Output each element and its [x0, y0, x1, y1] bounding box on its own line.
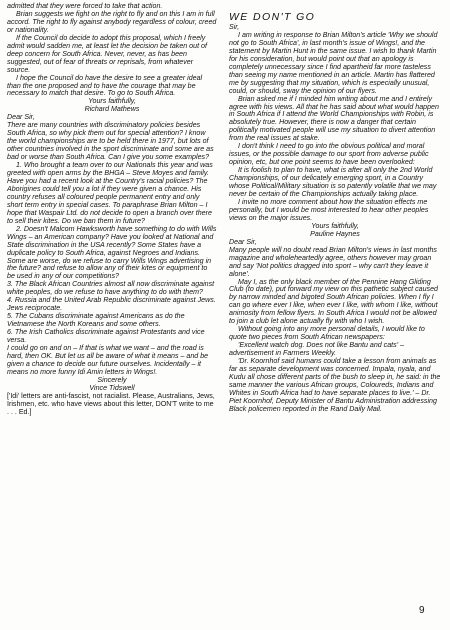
- paragraph: There are many countries with discriminatory policies besides South Africa, so why pick them out for special attention? I know the world championships are to be held there in 1977, but lots of other countries involved in the sport discriminate and some are as bad or worse than South Africa. Can I give you some examples?: [7, 121, 214, 162]
- quotation: 'Dr. Koornhof said humans could take a lesson from animals as far as separate development was concerned. Impala, nyala, and Kudu all chose different parts of the bush to sleep in, he said: in the same manner the various African groups, Coloureds, Indians and Whites in South Africa had to have separate places to live.' – Dr. Piet Koornhof, Deputy Minister of Bantu Administration addressing Black policemen reported in the Rand Daily Mail.: [229, 357, 441, 413]
- letter-closing: Sincerely: [97, 375, 127, 384]
- paragraph: I could go on and on – If that is what we want – and the road is hard, then OK. But let us all be aware of what it means – and be given a chance to decide our future ourselves. Incidentally – it means no more funny Idi Amin letters in Wings!.: [7, 343, 209, 376]
- paragraph: I don't think I need to go into the obvious political and moral issues, or the possible damage to our sport from adverse public opinion, etc, but one point seems to have been overlooked:: [229, 142, 429, 167]
- paragraph: I invite no more comment about how the situation effects me personally, but I would be most interested to hear other peoples views on the major issues.: [229, 197, 429, 222]
- left-column: [7, 3, 217, 417]
- paragraph: If the Council do decide to adopt this proposal, which I freely admit would sadden me, at least let the decision be taken out of deep concern for South Africa. Never, never, as has been suggested, out of fear of threats or reprisals, from whatever source.: [7, 33, 207, 74]
- letter-signature: Richard Mathews: [84, 105, 140, 114]
- quotation: 'Excellent watch dog. Does not like Bantu and cats' – advertisement in Farmers Weekly.: [229, 341, 404, 358]
- paragraph: I am writing in response to Brian Milton's article 'Why we should not go to South Africa', in last month's issue of Wings!, and the statement by Martin Hunt in the same issue. I wish to thank Martin for his consideration, but would point out that an apology is completely unnecessary since I find apartheid far more tasteless than seeing my name mentioned in an article. Martin has flattered me by suggesting that my situation, which is especially unusual, could, or should, sway the opinion of our flyers.: [229, 30, 438, 95]
- letter-closing: Yours faithfully,: [311, 221, 359, 230]
- editor-note: ['Idi' letters are anti-fascist, not racialist. Please, Australians, Jews, Irishmen, etc. who have views about this letter, DON'T write to me . . . Ed.]: [7, 391, 215, 416]
- paragraph: Brian suggests we fight on the right to fly and on this I am in full accord. The right to fly against anybody regardless of colour, creed or nationality.: [7, 9, 217, 34]
- paragraph: I hope the Council do have the desire to see a greater ideal than the one proposed and to have the courage that may be necessary to match that desire. To go to South Africa.: [7, 73, 203, 98]
- numbered-point: 5. The Cubans discriminate against Americans as do the Vietnamese the North Koreans and some others.: [7, 312, 185, 329]
- paragraph: It is foolish to plan to have, what is after all only the 2nd World Championships, of our delicately emerging sport, in a Country whose Political/Military situation is so patently volatile that we may never be certain of the Championships actually taking place.: [229, 166, 437, 199]
- paragraph: Many people will no doubt read Brian Milton's views in last months magazine and wholeheartedly agree, others however may groan and say 'Not politics dragged into sport – why can't they leave it alone'.: [229, 245, 437, 278]
- page-number: 9: [419, 605, 425, 616]
- numbered-point: 4. Russia and the United Arab Republic discriminate against Jews. Jews reciprocate.: [7, 296, 216, 313]
- right-column: [229, 3, 441, 414]
- letter-salutation: Dear Sir,: [229, 237, 257, 246]
- letter-signature: Pauline Haynes: [310, 229, 360, 238]
- letter-closing: Yours faithfully,: [88, 97, 136, 106]
- paragraph: admitted that they were forced to take that action.: [7, 2, 163, 10]
- letter-salutation: Sir,: [229, 23, 240, 31]
- paragraph: Brian asked me if I minded him writing about me and I entirely agree with his views. All that he has said about what would happen in South Africa if I attend the World Championships with Robin, is absolutely true. However, there is now a danger that certain politically motivated people will use my situation to divert attention from the real issues at stake.: [229, 94, 439, 143]
- numbered-point: 6. The Irish Catholics discriminate against Protestants and vice versa.: [7, 328, 205, 345]
- headline: WE DON'T GO: [229, 11, 316, 23]
- numbered-point: 2. Doesn't Malcom Hawksworth have something to do with Wills Wings – an American company? Have you looked at National and State discrimination in the USA recently? Some States have a duplicate policy to South Africa, against Negroes and Indians. Some are worse, do we refuse to carry Wills Wings advertising in the future? and refuse to allow any of their kites or equipment to be used in any of our competitions?: [7, 224, 217, 281]
- letter-salutation: Dear Sir,: [7, 113, 35, 122]
- letter-signature: Vince Tidswell: [89, 383, 135, 392]
- numbered-point: 3. The Black African Countries almost all now discriminate against white peoples, do we refuse to have anything to do with them?: [7, 280, 215, 297]
- numbered-point: 1. Who brought a team over to our Nationals this year and was greeted with open arms by the BHGA – Steve Moyes and family. Have you had a recent look at the Country's racial policies? The Aborigines could tell you a lot if they were given a chance. His country refuses all coloured people permanent entry and only short term entry in special cases. To paraphrase Brian Milton – I hope that Waspair Ltd. do not decide to open a branch over there to sell their kites. Do we ban them in future?: [7, 161, 213, 225]
- paragraph: Without going into any more personal details, I would like to quote two pieces from South African newspapers:: [229, 325, 425, 342]
- paragraph: May I, as the only black member of the Pennine Hang Gliding Club (to date), put forward my view on this pathetic subject caused by narrow minded and bigoted South African policies. When I fly I can go where ever I like, when ever I like, with whom I like, without animosity from fellow flyers. In South Africa I would not be allowed to join a club let alone actually fly with who I wish.: [229, 277, 438, 326]
